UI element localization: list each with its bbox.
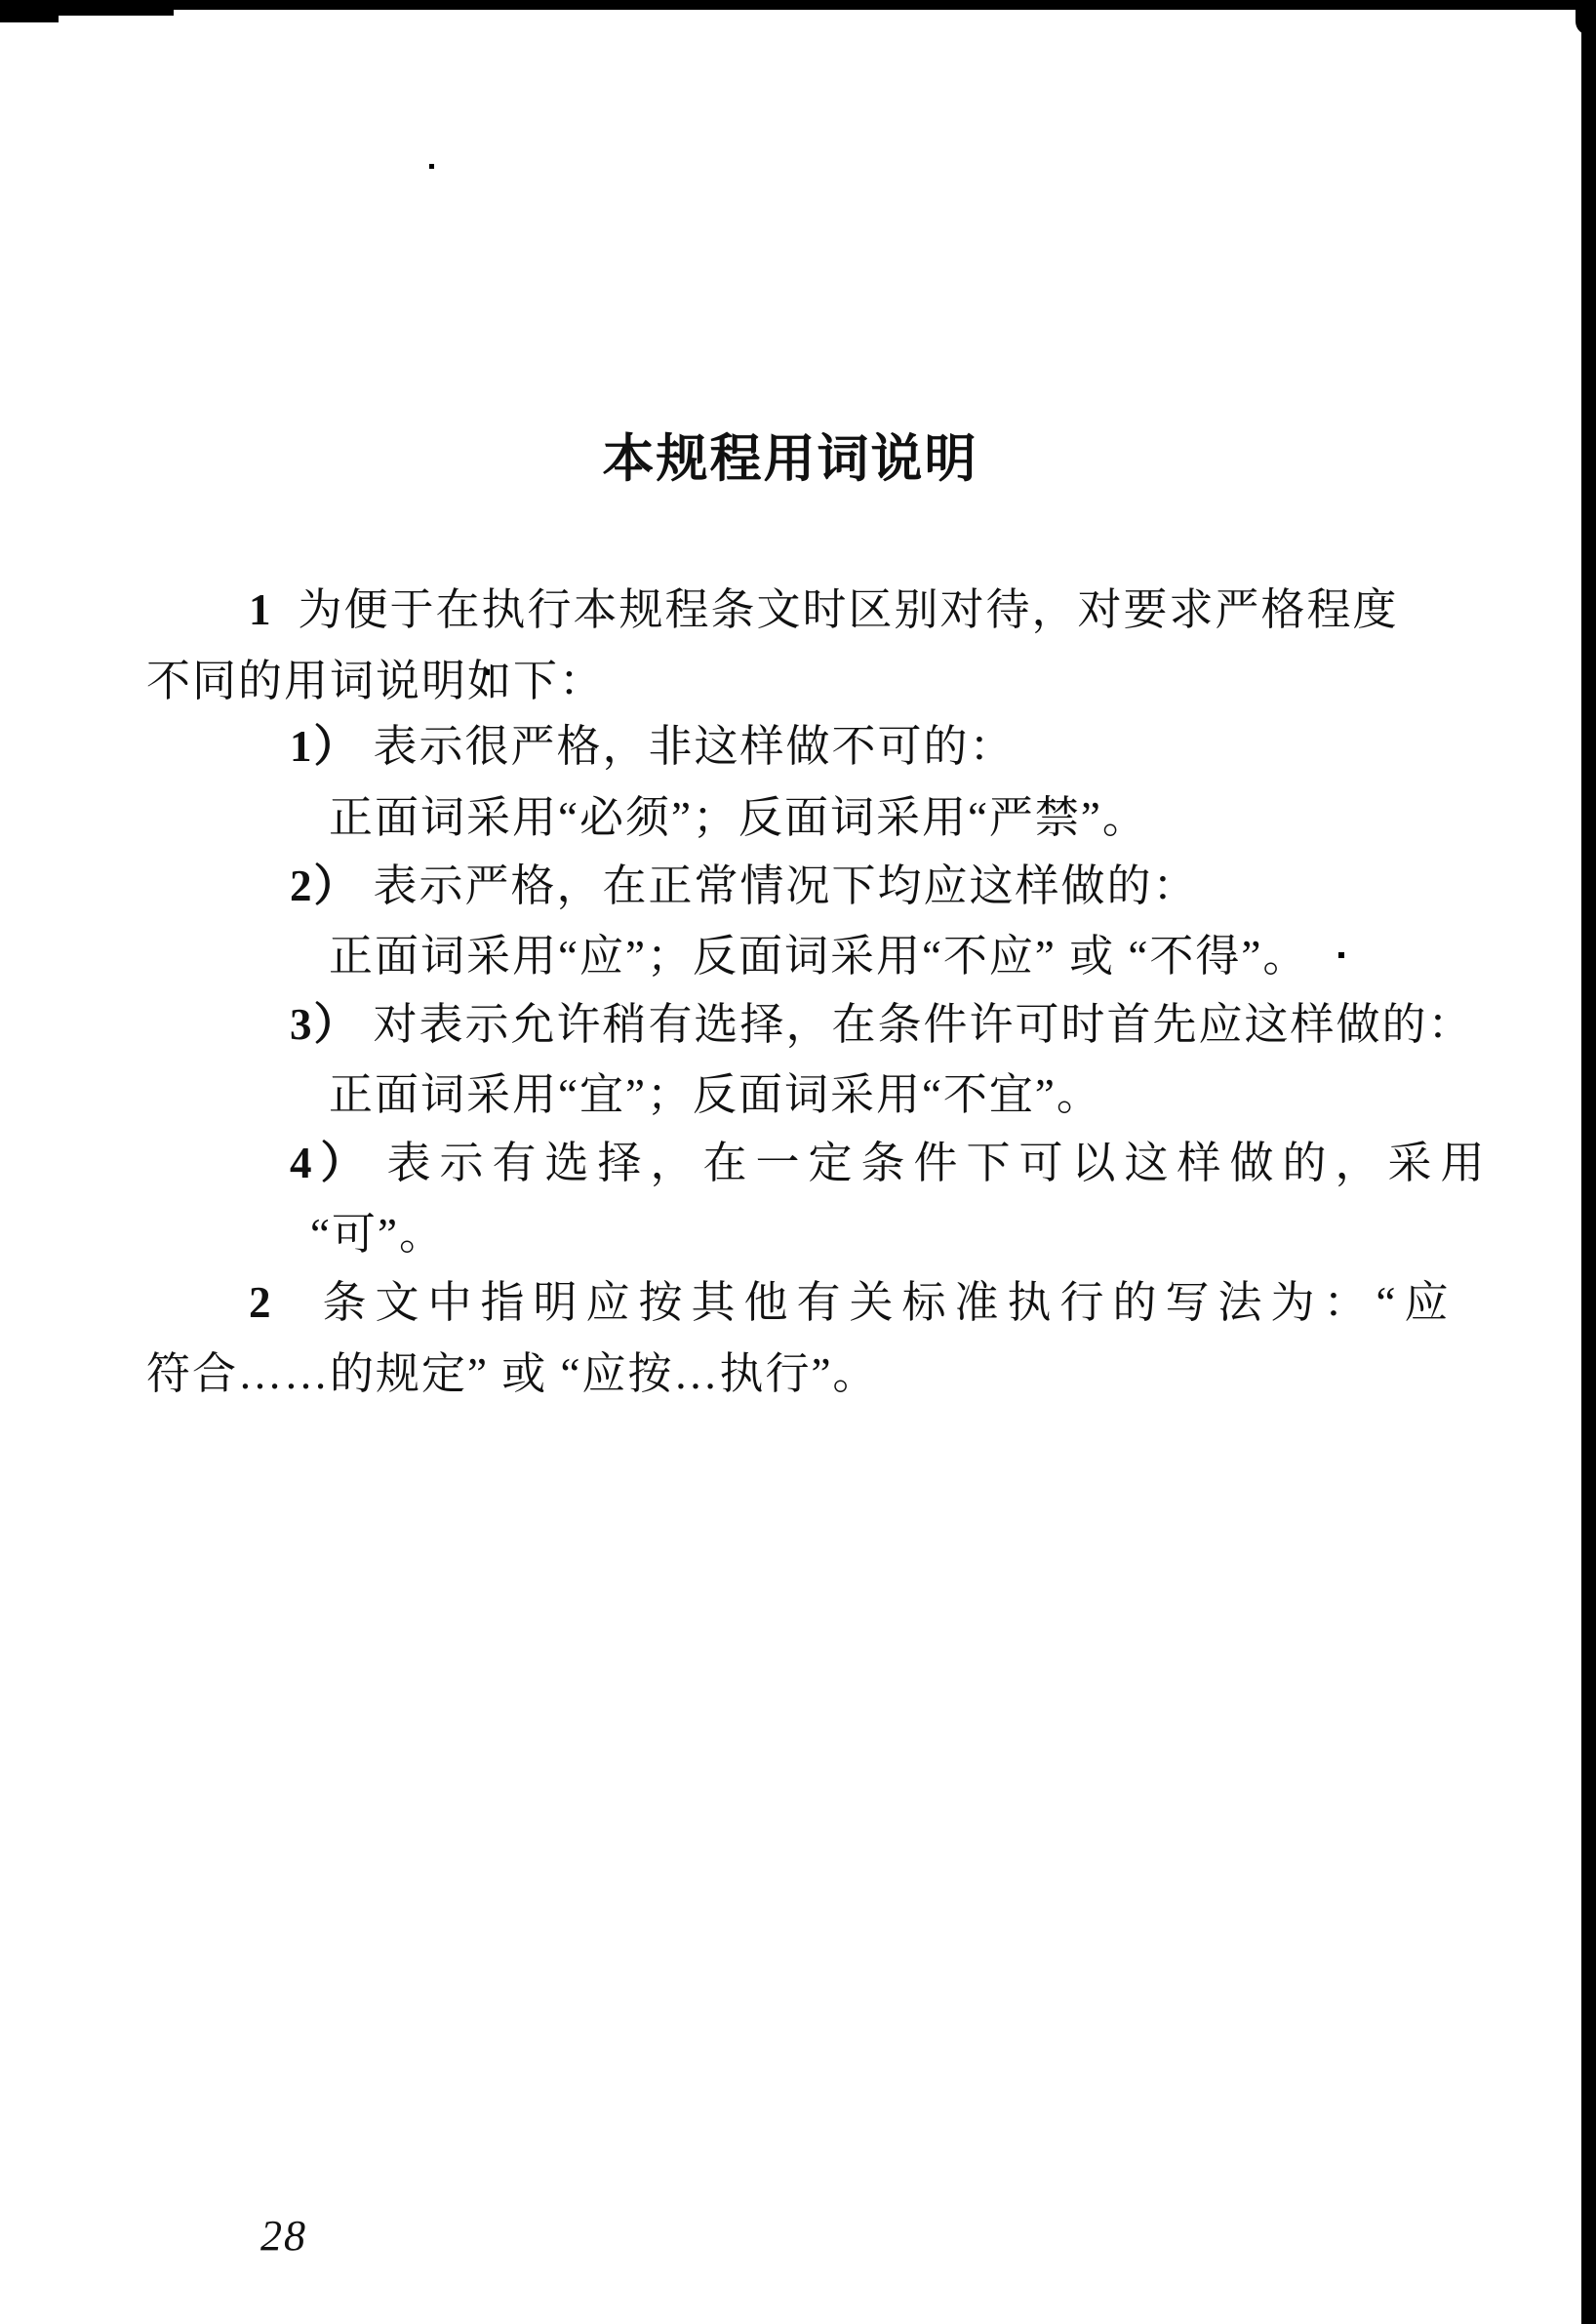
item-4-number: 4） (290, 1139, 374, 1187)
scan-speck (429, 164, 434, 169)
page-title: 本规程用词说明 (602, 431, 978, 488)
clause-2-line-1 (146, 1267, 1576, 1338)
scan-artifact-top-left-blob (0, 0, 59, 22)
clause-2-number: 2 (249, 1278, 280, 1327)
item-4-line-2 (146, 1199, 1596, 1269)
item-2-line-1 (146, 851, 1596, 921)
item-3-text: 对表示允许稍有选择，在条件许可时首先应这样做的： (373, 1000, 1474, 1049)
item-3-text-continued: 正面词采用“宜”；反面词采用“不宜”。 (329, 1070, 1102, 1119)
item-3-line-1 (146, 989, 1596, 1060)
scan-artifact-top-left-band (57, 0, 174, 16)
item-1-line-2 (146, 782, 1596, 853)
item-4-line-1 (146, 1128, 1596, 1198)
item-1-line-1 (146, 711, 1596, 781)
item-1-text: 表示很严格，非这样做不可的： (373, 722, 1016, 771)
item-1-text-continued: 正面词采用“必须”；反面词采用“严禁”。 (329, 793, 1148, 842)
scan-artifact-top-band (0, 0, 1596, 10)
item-2-text: 表示严格，在正常情况下均应这样做的： (373, 861, 1199, 910)
clause-2-text: 条文中指明应按其他有关标准执行的写法为：“应 (322, 1278, 1457, 1327)
item-2-line-2 (146, 921, 1596, 991)
clause-1-text: 为便于在执行本规程条文时区别对待，对要求严格程度 (298, 585, 1399, 634)
item-1-number: 1） (290, 722, 360, 771)
clause-1-line-1 (146, 575, 1576, 645)
clause-2-text-continued: 符合……的规定” 或 “应按…执行”。 (146, 1349, 879, 1398)
page-number: 28 (260, 2212, 307, 2260)
clause-2-line-2 (146, 1339, 1473, 1409)
item-2-number: 2） (290, 861, 360, 910)
item-4-text: 表示有选择，在一定条件下可以这样做的，采用 (386, 1139, 1494, 1187)
item-3-number: 3） (290, 1000, 360, 1049)
scan-artifact-right-wedge (1576, 4, 1596, 35)
item-4-text-continued: “可”。 (310, 1210, 445, 1259)
clause-1-text-continued: 不同的用词说明如下： (146, 657, 606, 705)
clause-1-line-2 (146, 646, 1473, 716)
item-3-line-2 (146, 1060, 1596, 1130)
item-2-text-continued: 正面词采用“应”；反面词采用“不应” 或 “不得”。 (329, 932, 1309, 981)
clause-1-number: 1 (249, 585, 273, 634)
